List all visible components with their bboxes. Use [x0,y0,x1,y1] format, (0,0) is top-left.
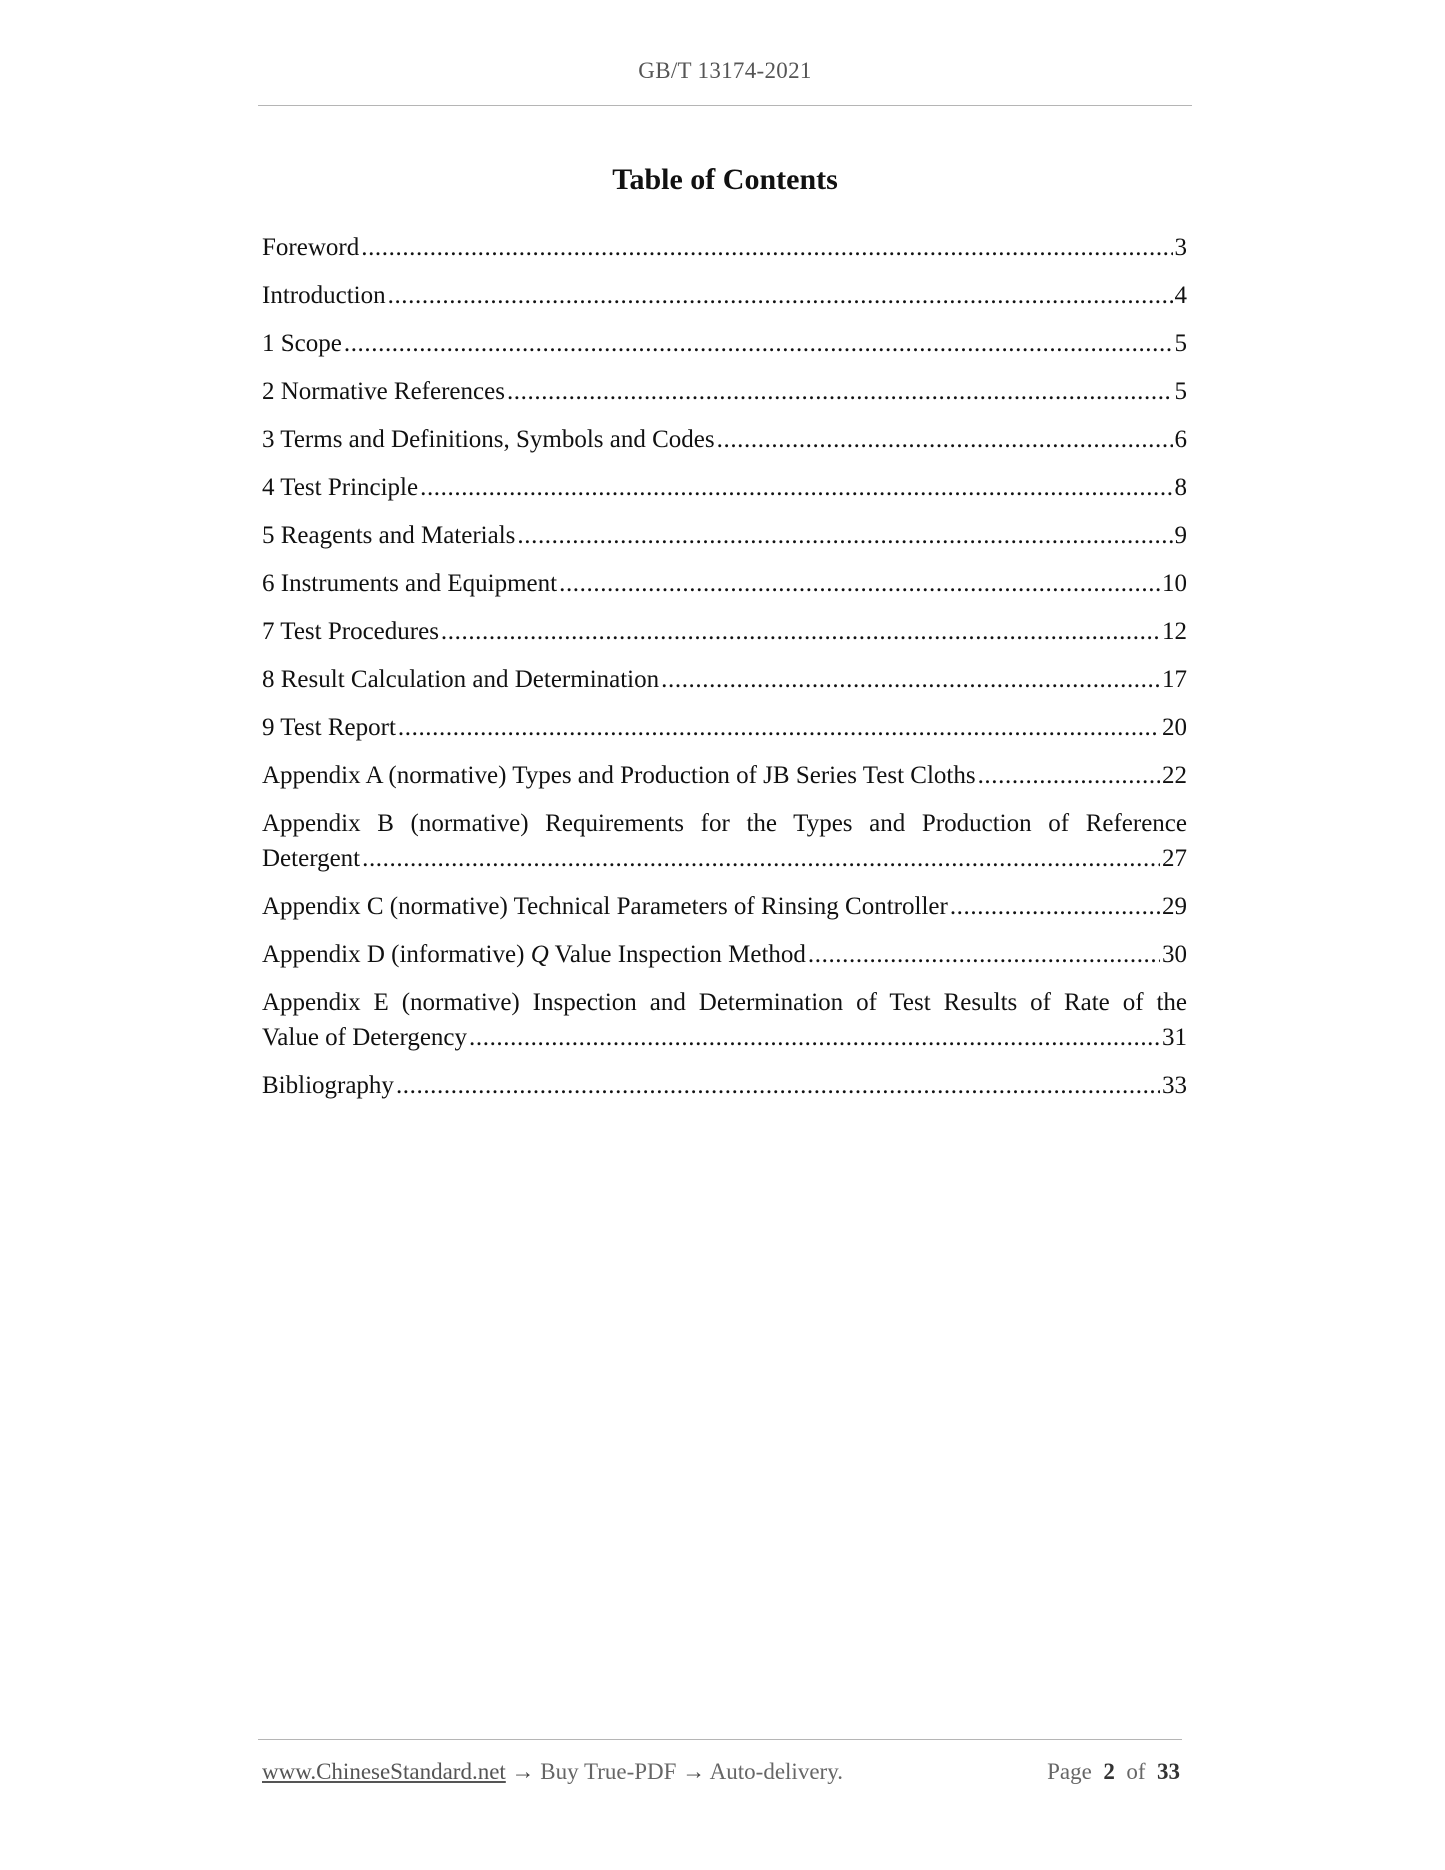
page-total: 33 [1157,1759,1180,1784]
toc-entry-page: 12 [1162,618,1187,645]
toc-entry-label: 5 Reagents and Materials [262,522,516,549]
of-word: of [1126,1759,1146,1784]
toc-entry-bibliography[interactable] [262,1068,1187,1103]
toc-entry-label: 4 Test Principle [262,474,419,501]
toc-entry-appendix-e[interactable] [262,985,1187,1055]
toc-entry-reagents-materials[interactable] [262,518,1187,553]
toc-entry-label: 3 Terms and Definitions, Symbols and Codes [262,426,715,453]
toc-leader-dots [661,662,1160,697]
toc-entry-line2 [262,841,1187,876]
toc-entry-label: 6 Instruments and Equipment [262,570,558,597]
toc-entry-scope[interactable] [262,326,1187,361]
toc-entry-terms-definitions[interactable] [262,422,1187,457]
toc-entry-foreword[interactable] [262,230,1187,265]
toc-entry-page: 20 [1162,714,1187,741]
toc-entry-label: 8 Result Calculation and Determination [262,666,660,693]
toc-entry-page: 29 [1162,893,1187,920]
toc-leader-dots [420,470,1172,505]
toc-entry-introduction[interactable] [262,278,1187,313]
header-divider [258,105,1192,106]
toc-entry-page: 27 [1162,845,1187,872]
page-current: 2 [1103,1759,1115,1784]
toc-title: Table of Contents [612,163,838,196]
toc-entry-label: Appendix C (normative) Technical Parameters of Rinsing Controller [262,893,948,920]
toc-entry-label: Introduction [262,282,386,309]
toc-entry-label: Bibliography [262,1072,394,1099]
toc-entry-label: 2 Normative References [262,378,505,405]
toc-leader-dots [469,1020,1160,1055]
toc-leader-dots [396,1068,1160,1103]
toc-leader-dots [717,422,1173,457]
page-indicator [1047,1759,1180,1785]
toc-entry-label: 9 Test Report [262,714,396,741]
toc-entry-page: 22 [1162,762,1187,789]
toc-leader-dots [978,758,1160,793]
toc-leader-dots [398,710,1160,745]
toc-entry-label: 7 Test Procedures [262,618,439,645]
delivery-text: Auto-delivery. [709,1759,843,1784]
toc-entry-test-procedures[interactable] [262,614,1187,649]
page-word: Page [1047,1759,1092,1784]
toc-entry-page: 6 [1174,426,1187,453]
toc-entry-page: 31 [1162,1024,1187,1051]
toc-leader-dots [362,841,1160,876]
toc-entry-normative-references[interactable] [262,374,1187,409]
toc-entry-appendix-c[interactable] [262,889,1187,924]
footer [262,1759,1180,1785]
q-symbol: Q [530,941,549,968]
toc-entry-instruments-equipment[interactable] [262,566,1187,601]
toc-entry-label-line1: Appendix E (normative) Inspection and Determination of Test Results of Rate of the [262,989,1187,1016]
toc-entry-page: 9 [1174,522,1187,549]
footer-left [262,1759,843,1785]
toc-entry-test-report[interactable] [262,710,1187,745]
toc-entry-label-line2: Detergent [262,845,361,872]
toc-entry-label: 1 Scope [262,330,342,357]
toc-leader-dots [950,889,1160,924]
toc-entry-line2 [262,1020,1187,1055]
toc-leader-dots [517,518,1172,553]
toc-leader-dots [388,278,1173,313]
toc-entry-page: 5 [1174,378,1187,405]
toc-entry-label-pre: Appendix D (informative) [262,941,525,968]
toc-list [262,230,1187,1116]
toc-entry-page: 33 [1162,1072,1187,1099]
toc-entry-label: Appendix A (normative) Types and Production of JB Series Test Cloths [262,762,976,789]
toc-entry-appendix-d[interactable] [262,937,1187,972]
toc-entry-test-principle[interactable] [262,470,1187,505]
toc-entry-page: 3 [1174,234,1187,261]
toc-entry-page: 4 [1174,282,1187,309]
toc-leader-dots [808,937,1160,972]
toc-entry-page: 8 [1174,474,1187,501]
footer-divider [258,1739,1182,1740]
toc-leader-dots [344,326,1173,361]
toc-leader-dots [507,374,1173,409]
toc-entry-page: 10 [1162,570,1187,597]
toc-entry-label [262,937,806,972]
toc-entry-label-post: Value Inspection Method [554,941,806,968]
toc-entry-page: 17 [1162,666,1187,693]
toc-entry-label-line2: Value of Detergency [262,1024,468,1051]
toc-leader-dots [361,230,1172,265]
arrow-right-icon: → [682,1759,706,1784]
header-doc-id: GB/T 13174-2021 [638,58,812,83]
toc-entry-appendix-b[interactable] [262,806,1187,876]
toc-entry-result-calculation[interactable] [262,662,1187,697]
toc-entry-label-line1: Appendix B (normative) Requirements for the Types and Production of Reference [262,810,1187,837]
website-link[interactable]: www.ChineseStandard.net [262,1759,506,1784]
toc-leader-dots [441,614,1160,649]
toc-entry-page: 5 [1174,330,1187,357]
toc-entry-appendix-a[interactable] [262,758,1187,793]
toc-entry-label: Foreword [262,234,360,261]
toc-entry-page: 30 [1162,941,1187,968]
buy-text: Buy True-PDF [540,1759,677,1784]
toc-leader-dots [559,566,1160,601]
arrow-right-icon: → [511,1759,535,1784]
